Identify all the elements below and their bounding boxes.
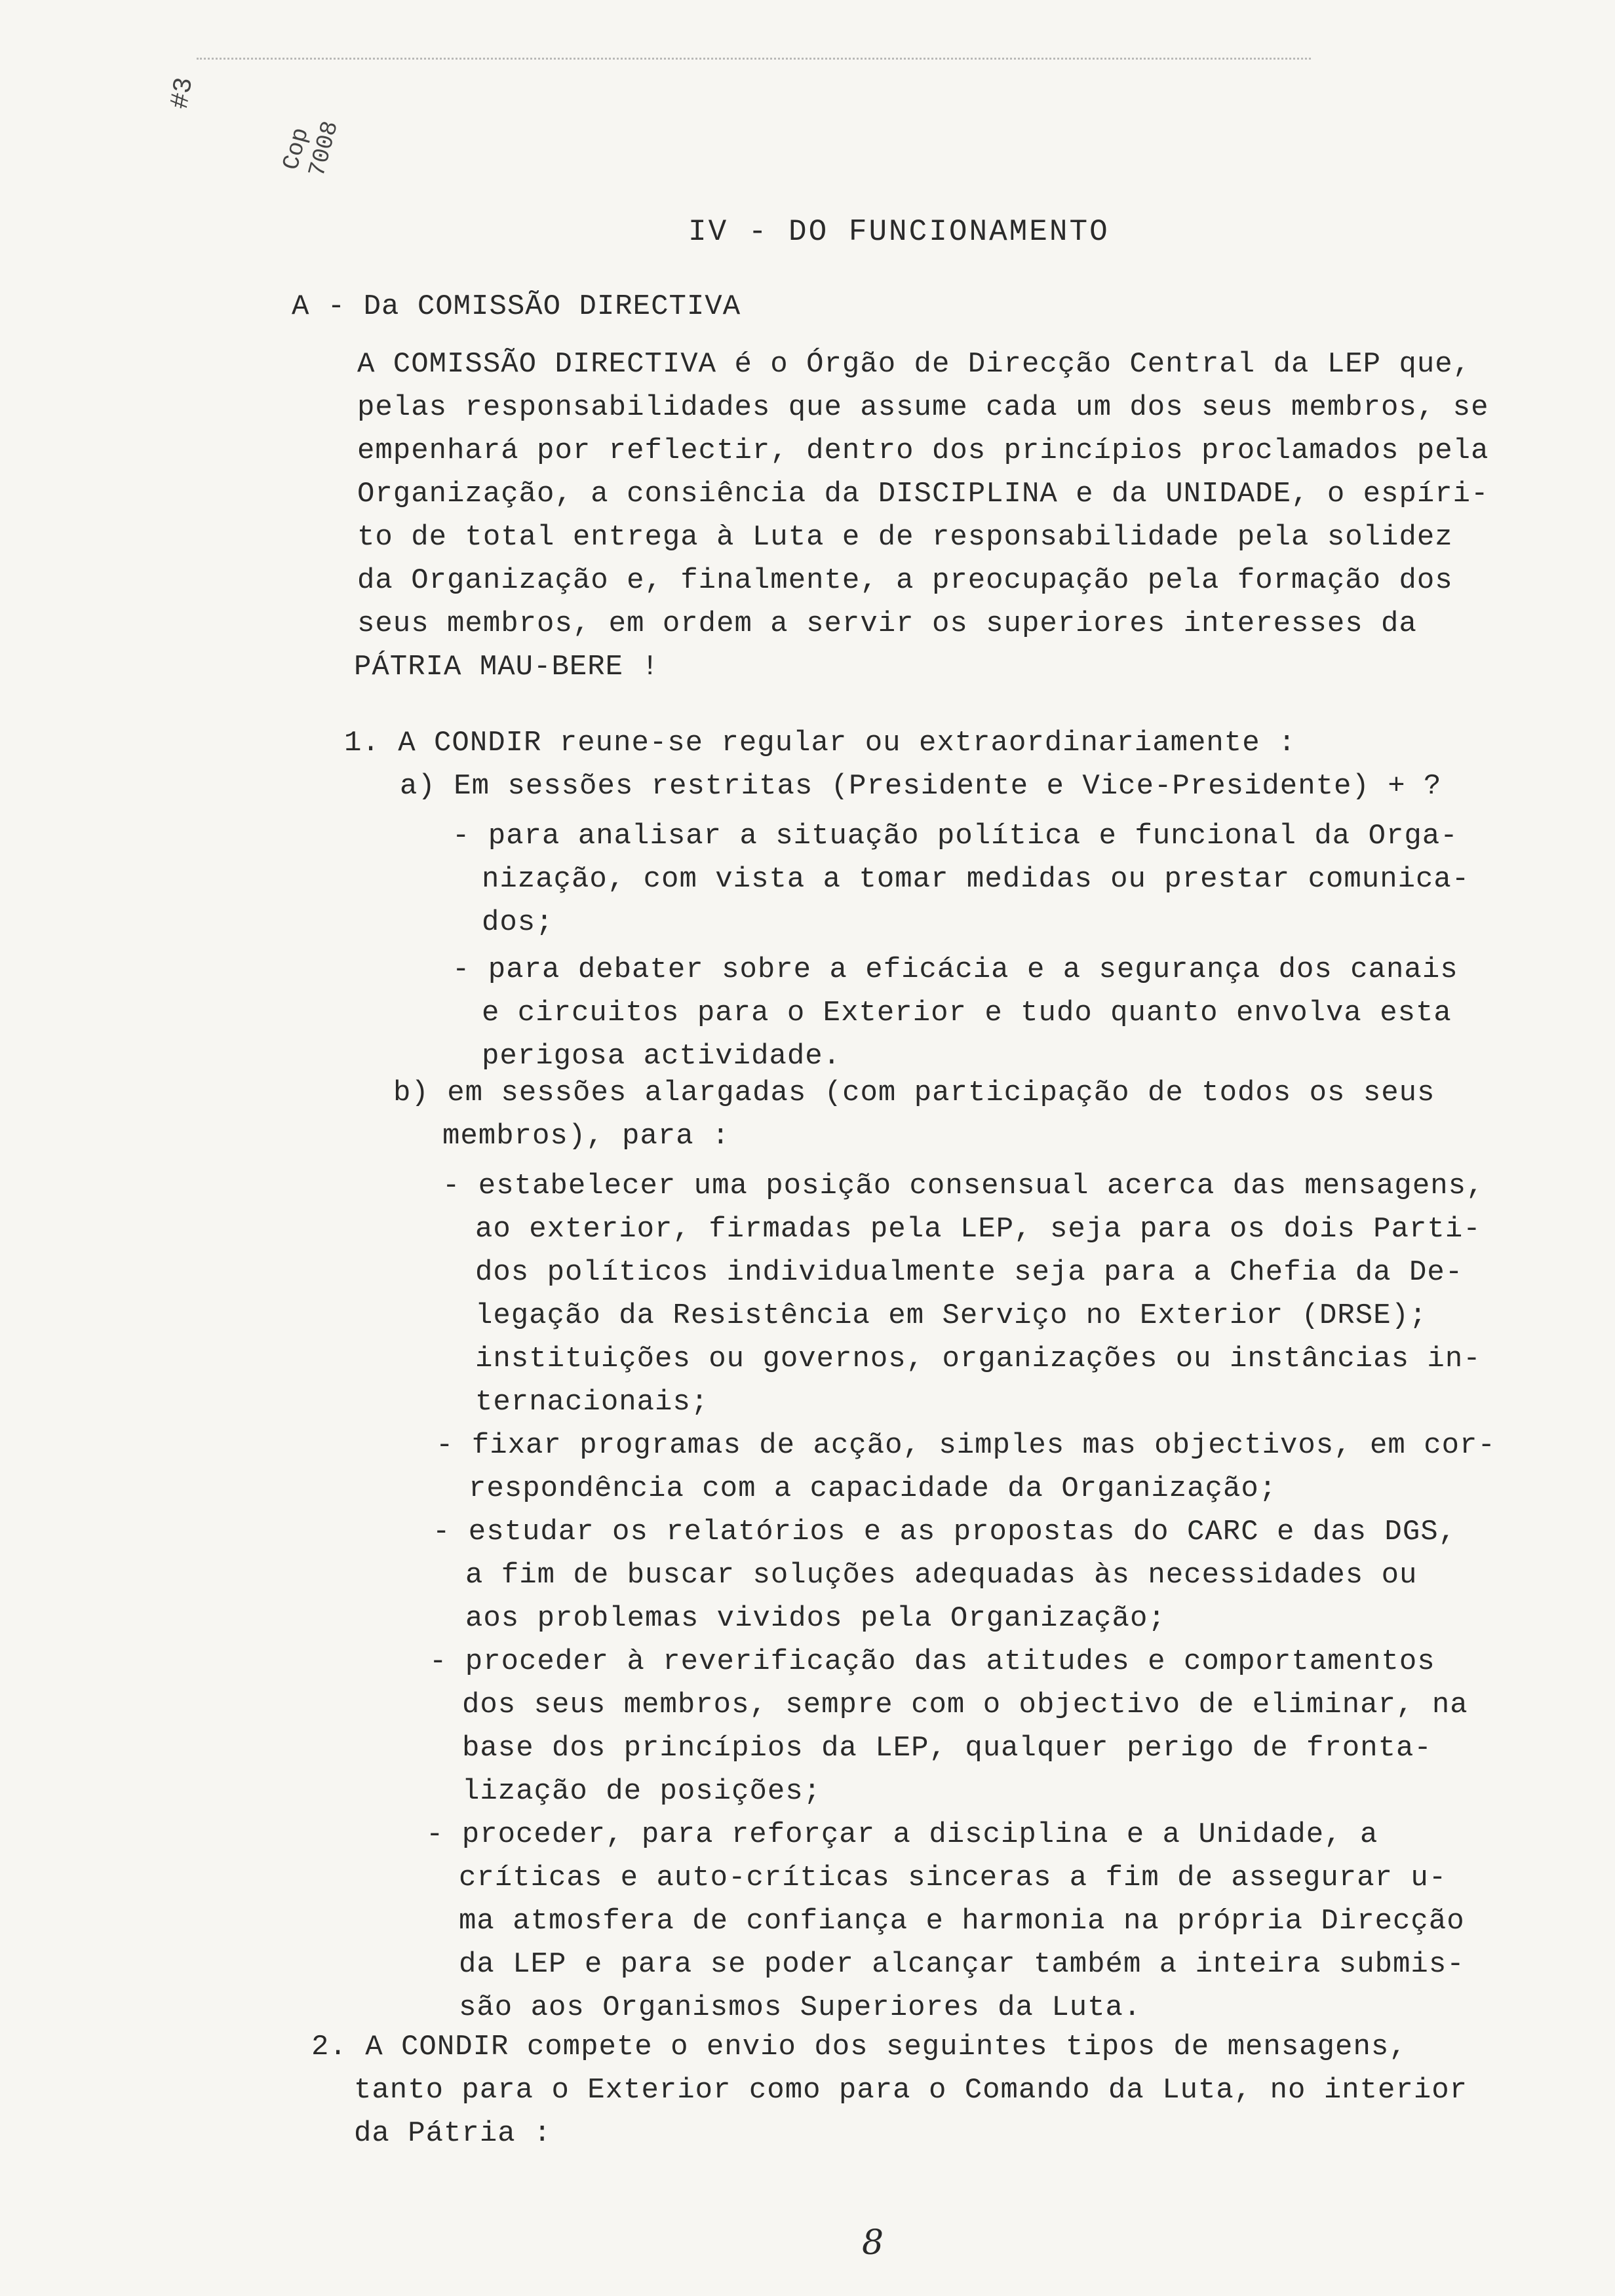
bullet-line: - estudar os relatórios e as propostas do CARC e das DGS, xyxy=(433,1516,1457,1548)
item-2-line: tanto para o Exterior como para o Comando da Luta, no interior xyxy=(354,2074,1468,2107)
item-2-line: 2. A CONDIR compete o envio dos seguintes tipos de mensagens, xyxy=(311,2031,1407,2063)
item-1a: a) Em sessões restritas (Presidente e Vice-Presidente) + ? xyxy=(400,770,1442,803)
bullet-line: são aos Organismos Superiores da Luta. xyxy=(459,1991,1142,2024)
page-number: 8 xyxy=(862,2223,885,2263)
bullet-line: dos; xyxy=(482,906,554,939)
bullet-line: dos políticos individualmente seja para a Chefia da De- xyxy=(475,1256,1464,1289)
bullet-line: - proceder, para reforçar a disciplina e a Unidade, a xyxy=(426,1818,1378,1851)
bullet-line: - estabelecer uma posição consensual acerca das mensagens, xyxy=(442,1170,1485,1202)
intro-line: Organização, a consiência da DISCIPLINA e da UNIDADE, o espíri- xyxy=(357,478,1489,510)
bullet-line: aos problemas vividos pela Organização; xyxy=(465,1602,1166,1635)
bullet-line: - para debater sobre a eficácia e a segurança dos canais xyxy=(452,953,1458,986)
intro-line: da Organização e, finalmente, a preocupação pela formação dos xyxy=(357,564,1453,597)
bullet-line: instituições ou governos, organizações ou instâncias in- xyxy=(475,1343,1481,1375)
bullet-line: ternacionais; xyxy=(475,1386,709,1419)
item-1b-line: membros), para : xyxy=(442,1120,730,1153)
bullet-line: nização, com vista a tomar medidas ou prestar comunica- xyxy=(482,863,1470,896)
item-2-line: da Pátria : xyxy=(354,2117,552,2150)
section-a-heading: A - Da COMISSÃO DIRECTIVA xyxy=(292,290,741,323)
handwritten-marks xyxy=(161,66,357,223)
bullet-line: ma atmosfera de confiança e harmonia na própria Direcção xyxy=(459,1905,1465,1938)
bullet-line: lização de posições; xyxy=(462,1775,822,1808)
handwritten-mark-left: #3 xyxy=(165,75,201,112)
bullet-line: base dos princípios da LEP, qualquer perigo de fronta- xyxy=(462,1732,1432,1765)
bullet-line: - fixar programas de acção, simples mas objectivos, em cor- xyxy=(436,1429,1496,1462)
bullet-line: críticas e auto-críticas sinceras a fim de assegurar u- xyxy=(459,1862,1447,1894)
bullet-line: a fim de buscar soluções adequadas às necessidades ou xyxy=(465,1559,1418,1592)
bullet-line: e circuitos para o Exterior e tudo quanto envolva esta xyxy=(482,997,1452,1029)
bullet-line: ao exterior, firmadas pela LEP, seja para os dois Parti- xyxy=(475,1213,1481,1246)
bullet-line: - para analisar a situação política e funcional da Orga- xyxy=(452,820,1458,852)
intro-line: to de total entrega à Luta e de responsabilidade pela solidez xyxy=(357,521,1453,554)
intro-line: pelas responsabilidades que assume cada um dos seus membros, se xyxy=(357,391,1489,424)
item-1: 1. A CONDIR reune-se regular ou extraordinariamente : xyxy=(344,727,1296,759)
scan-artifact-line xyxy=(197,58,1311,62)
bullet-line: legação da Resistência em Serviço no Exterior (DRSE); xyxy=(475,1299,1428,1332)
handwritten-mark-right: Cop 7008 xyxy=(277,118,345,180)
section-title: IV - DO FUNCIONAMENTO xyxy=(688,215,1110,249)
intro-line: empenhará por reflectir, dentro dos princípios proclamados pela xyxy=(357,434,1489,467)
bullet-line: respondência com a capacidade da Organização; xyxy=(469,1472,1277,1505)
bullet-line: dos seus membros, sempre com o objectivo de eliminar, na xyxy=(462,1689,1468,1721)
bullet-line: da LEP e para se poder alcançar também a inteira submis- xyxy=(459,1948,1465,1981)
bullet-line: - proceder à reverificação das atitudes e comportamentos xyxy=(429,1645,1435,1678)
intro-line: seus membros, em ordem a servir os superiores interesses da xyxy=(357,607,1417,640)
bullet-line: perigosa actividade. xyxy=(482,1040,842,1073)
item-1b-line: b) em sessões alargadas (com participação de todos os seus xyxy=(393,1077,1435,1109)
intro-line: A COMISSÃO DIRECTIVA é o Órgão de Direcção Central da LEP que, xyxy=(357,348,1471,381)
intro-line: PÁTRIA MAU-BERE ! xyxy=(354,651,659,683)
